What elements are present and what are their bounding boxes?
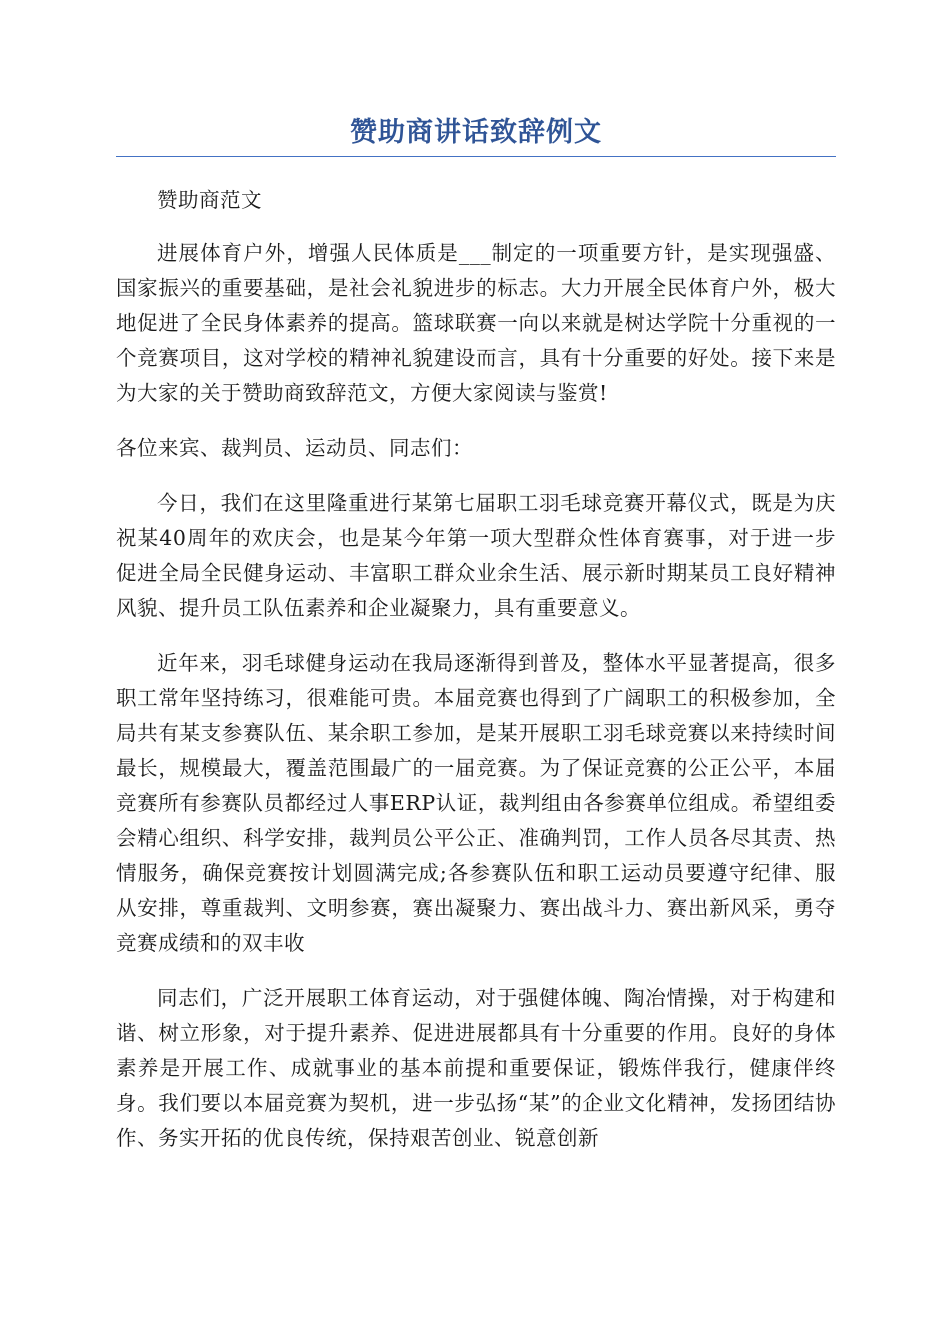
paragraph-opening: 今日，我们在这里隆重进行某第七届职工羽毛球竞赛开幕仪式，既是为庆祝某40周年的欢庆会，也是某今年第一项大型群众性体育赛事，对于进一步促进全局全民健身运动、丰富职工群众业余生活、展示新时期某员工良好精神风貌、提升员工队伍素养和企业凝聚力，具有重要意义。 — [116, 491, 836, 620]
document-page — [116, 110, 836, 1176]
document-title: 赞助商讲话致辞例文 — [116, 110, 836, 157]
paragraph-intro: 进展体育户外，增强人民体质是___制定的一项重要方针，是实现强盛、国家振兴的重要基础，是社会礼貌进步的标志。大力开展全民体育户外，极大地促进了全民身体素养的提高。篮球联赛一向以来就是树达学院十分重视的一个竞赛项目，这对学校的精神礼貌建设而言，具有十分重要的好处。接下来是为大家的关于赞助商致辞范文，方便大家阅读与鉴赏! — [116, 241, 836, 405]
paragraph-competition: 近年来，羽毛球健身运动在我局逐渐得到普及，整体水平显著提高，很多职工常年坚持练习，很难能可贵。本届竞赛也得到了广阔职工的积极参加，全局共有某支参赛队伍、某余职工参加，是某开展职工羽毛球竞赛以来持续时间最长，规模最大，覆盖范围最广的一届竞赛。为了保证竞赛的公正公平，本届竞赛所有参赛队员都经过人事ERP认证，裁判组由各参赛单位组成。希望组委会精心组织、科学安排，裁判员公平公正、准确判罚，工作人员各尽其责、热情服务，确保竞赛按计划圆满完成;各参赛队伍和职工运动员要遵守纪律、服从安排，尊重裁判、文明参赛，赛出凝聚力、赛出战斗力、赛出新风采，勇夺竞赛成绩和的双丰收 — [116, 651, 836, 955]
document-subtitle: 赞助商范文 — [157, 188, 262, 212]
paragraph-greeting: 各位来宾、裁判员、运动员、同志们： — [116, 436, 473, 460]
paragraph-closing: 同志们，广泛开展职工体育运动，对于强健体魄、陶冶情操，对于构建和谐、树立形象，对于提升素养、促进进展都具有十分重要的作用。良好的身体素养是开展工作、成就事业的基本前提和重要保证，锻炼伴我行，健康伴终身。我们要以本届竞赛为契机，进一步弘扬“某”的企业文化精神，发扬团结协作、务实开拓的优良传统，保持艰苦创业、锐意创新 — [116, 986, 836, 1150]
